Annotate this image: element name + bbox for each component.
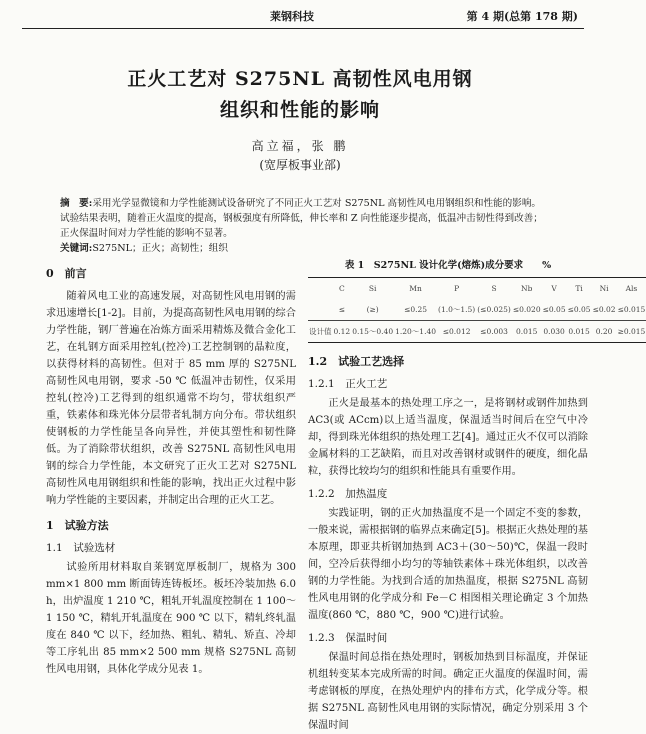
section-1-2-heading: 1.2 试验工艺选择 [308,355,405,368]
section-1-2-1-text: 正火是最基本的热处理工序之一，是将钢材或钢件加热到 AC3(或 ACcm)以上适当温度，保温适当时间后在空气中冷却，得到珠光体组织的热处理工艺[4]。通过正火不仅可以消除金属材料的工艺缺陷，而且对改善钢材或钢件的硬度，细化晶粒，获得比较均匀的组织和性能具有重要作用。 [308,398,588,477]
table-cell: ≤0.05 [567,305,591,314]
table-cell: Ni [592,278,617,300]
affiliation: (宽厚板事业部) [259,158,341,172]
table-cell: 1.20～1.40 [394,321,437,343]
table-cell: 0.015 [567,321,592,343]
table-cell: ≤0.003 [476,321,512,343]
table-cell: (1.0～1.5) [438,305,476,314]
table-cell: ≤ [338,305,345,314]
section-0-text: 随着风电工业的高速发展，对高韧性风电用钢的需求迅速增长[1-2]。目前，为提高高韧性风电用钢的综合力学性能，钢厂普遍在冶炼方面采用精炼及微合金化工艺，在轧钢方面采用控轧(控冷)工艺控制钢的晶粒度，以获得材料的高韧性。但对于 85 mm 厚的 S275NL 高韧性风电用钢，要求 -50 ℃ 低温冲击韧性，仅采用控轧(控冷)工艺得到的组织通常不均匀，带状组织严重，铁素体和珠光体分层带者轧制方向分布。带状组织使钢板的力学性能呈各向异性，并使其塑性和韧性降低。为了消除带状组织，改善 S275NL 高韧性风电用钢的综合力学性能，本文研究了正火工艺对 S275NL 高韧性风电用钢组织和性能的影响，找出正火过程中影响力学性能的主要因素，并制定出合理的正火工艺。 [46,291,296,506]
table-cell: Si [351,278,394,300]
table-cell: 0.12 [333,321,352,343]
table-cell: ≤0.020 [512,305,541,314]
table-cell: 0.030 [542,321,567,343]
table-cell: 0.20 [592,321,617,343]
keywords: S275NL；正火；高韧性；组织 [92,243,228,254]
section-0-heading: 0 前言 [46,267,87,280]
section-1-2-1-heading: 1.2.1 正火工艺 [308,378,388,390]
issue-number: 第 4 期(总第 178 期) [466,10,578,23]
table-cell: Als [617,278,646,300]
title-line-2: 组织和性能的影响 [219,99,380,121]
table-row [308,321,646,343]
authors: 高立福，张 鹏 [251,139,349,153]
table-cell: (≥) [366,305,379,314]
table-cell: ≤0.25 [404,305,428,314]
section-1-2-3-text: 保温时间总指在热处理时，钢板加热到目标温度，并保证机组转变某本完成所需的时间。确定正火温度的保温时间，需考虑钢板的厚度，在热处理炉内的排布方式，化学成分等。根据 S275NL 高韧性风电用钢的实际情况，确定分别采用 3 个保温时间 [308,652,588,731]
page-header [0,8,600,28]
table-1 [308,277,646,343]
table-cell: ≤0.05 [542,305,566,314]
table-cell: ≤0.015 [617,305,646,314]
table-cell: 0.15～0.40 [351,321,394,343]
section-1-heading: 1 试验方法 [46,519,109,532]
section-1-1-text: 试验所用材料取自莱钢宽厚板制厂，规格为 300 mm×1 800 mm 断面铸连铸板坯。板坯冷装加热 6.0 h，出炉温度 1 210 ℃，粗轧开轧温度控制在 1 100～1 150 ℃，精轧开轧温度在 900 ℃ 以下，精轧终轧温度在 840 ℃ 以下，经加热、粗轧、精轧、矫直、冷却等工序轧出 85 mm×2 500 mm 规格 S275NL 高韧性风电用钢，具体化学成分见表 1。 [46,562,296,675]
title-line-1: 正火工艺对 S275NL 高韧性风电用钢 [127,68,473,90]
left-column [46,263,296,678]
table-row-label: 设计值 [308,321,333,343]
table-cell: ≥0.015 [617,321,646,343]
table-cell: 0.015 [512,321,542,343]
table-cell: ≤0.012 [437,321,476,343]
table-cell: Nb [512,278,542,300]
table-header-row-2 [308,299,646,321]
section-1-1-heading: 1.1 试验选材 [46,542,116,554]
table-cell: C [333,278,352,300]
section-1-2-2-heading: 1.2.2 加热温度 [308,488,388,500]
header-rule [22,28,584,29]
table-cell: S [476,278,512,300]
table-cell: P [437,278,476,300]
table-cell: ≤0.02 [592,305,616,314]
journal-name: 莱钢科技 [270,10,314,23]
table-cell: Ti [567,278,592,300]
abstract-label: 摘 要: [60,198,93,209]
keywords-label: 关键词: [60,243,93,254]
section-1-2-3-heading: 1.2.3 保温时间 [308,632,388,644]
table-1-caption: 表 1 S275NL 设计化学(熔炼)成分要求 % [344,260,552,271]
abstract-text: 采用光学显微镜和力学性能测试设备研究了不同正火工艺对 S275NL 高韧性风电用钢组织和性能的影响。试验结果表明，随着正火温度的提高，钢板强度有所降低，伸长率和 Z 向性能逐步提高，低温冲击韧性得到改善；正火保温时间对力学性能的影响不显著。 [60,198,543,239]
section-1-2-2-text: 实践证明，钢的正火加热温度不是一个固定不变的参数，一般来说，需根据钢的临界点来确定[5]。根据正火热处理的基本原理，即亚共析钢加热到 AC3＋(30～50)℃，保温一段时间，空冷后获得细小均匀的等轴铁素体＋珠光体组织，以改善钢的力学性能。为找到合适的加热温度，根据 S275NL 高韧性风电用钢的化学成分和 Fe－C 相图相关理论确定 3 个加热温度(860 ℃，880 ℃，900 ℃)进行试验。 [308,508,588,621]
right-column [308,257,646,734]
table-cell: (≤0.025) [477,305,511,314]
table-cell: Mn [394,278,437,300]
table-header-row-1 [308,278,646,300]
abstract [60,196,550,256]
table-cell: V [542,278,567,300]
